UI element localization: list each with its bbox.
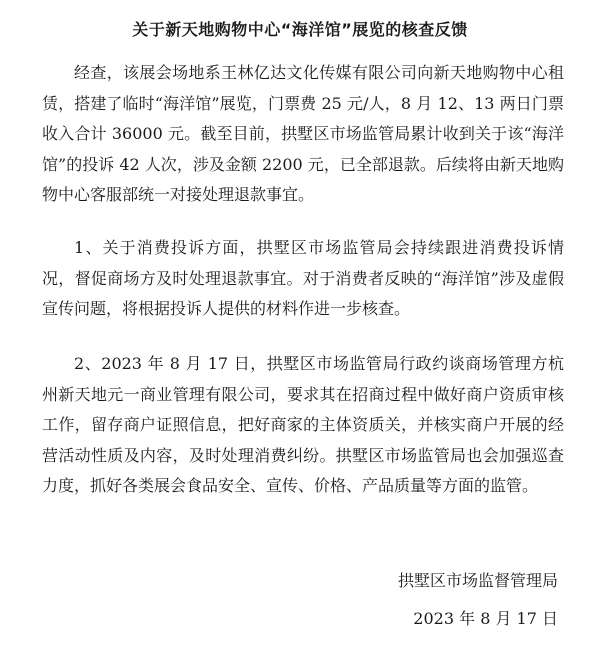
signature-block	[398, 562, 558, 638]
document-title: 关于新天地购物中心“海洋馆”展览的核查反馈	[132, 20, 468, 39]
signature-date: 2023 年 8 月 17 日	[413, 609, 558, 628]
paragraph-item-2: 2、2023 年 8 月 17 日，拱墅区市场监管局行政约谈商场管理方杭州新天地元一商业管理有限公司，要求其在招商过程中做好商户资质审核工作，留存商户证照信息，把好商家的主体资质关，并核实商户开展的经营活动性质及内容，及时处理消费纠纷。拱墅区市场监管局也会加强巡查力度，抓好各类展会食品安全、宣传、价格、产品质量等方面的监管。	[42, 354, 564, 495]
paragraph-item-1: 1、关于消费投诉方面，拱墅区市场监管局会持续跟进消费投诉情况，督促商场方及时处理退款事宜。对于消费者反映的“海洋馆”涉及虚假宣传问题，将根据投诉人提供的材料作进一步核查。	[42, 238, 564, 318]
signature-organization: 拱墅区市场监督管理局	[397, 571, 558, 590]
paragraph-investigation: 经查，该展会场地系王林亿达文化传媒有限公司向新天地购物中心租赁，搭建了临时“海洋馆”展览，门票费 25 元/人，8 月 12、13 两日门票收入合计 36000 元。截至目前，拱墅区市场监管局累计收到关于该“海洋馆”的投诉 42 人次，涉及金额 2200 元，已全部退款。后续将由新天地购物中心客服部统一对接处理退款事宜。	[42, 63, 564, 204]
